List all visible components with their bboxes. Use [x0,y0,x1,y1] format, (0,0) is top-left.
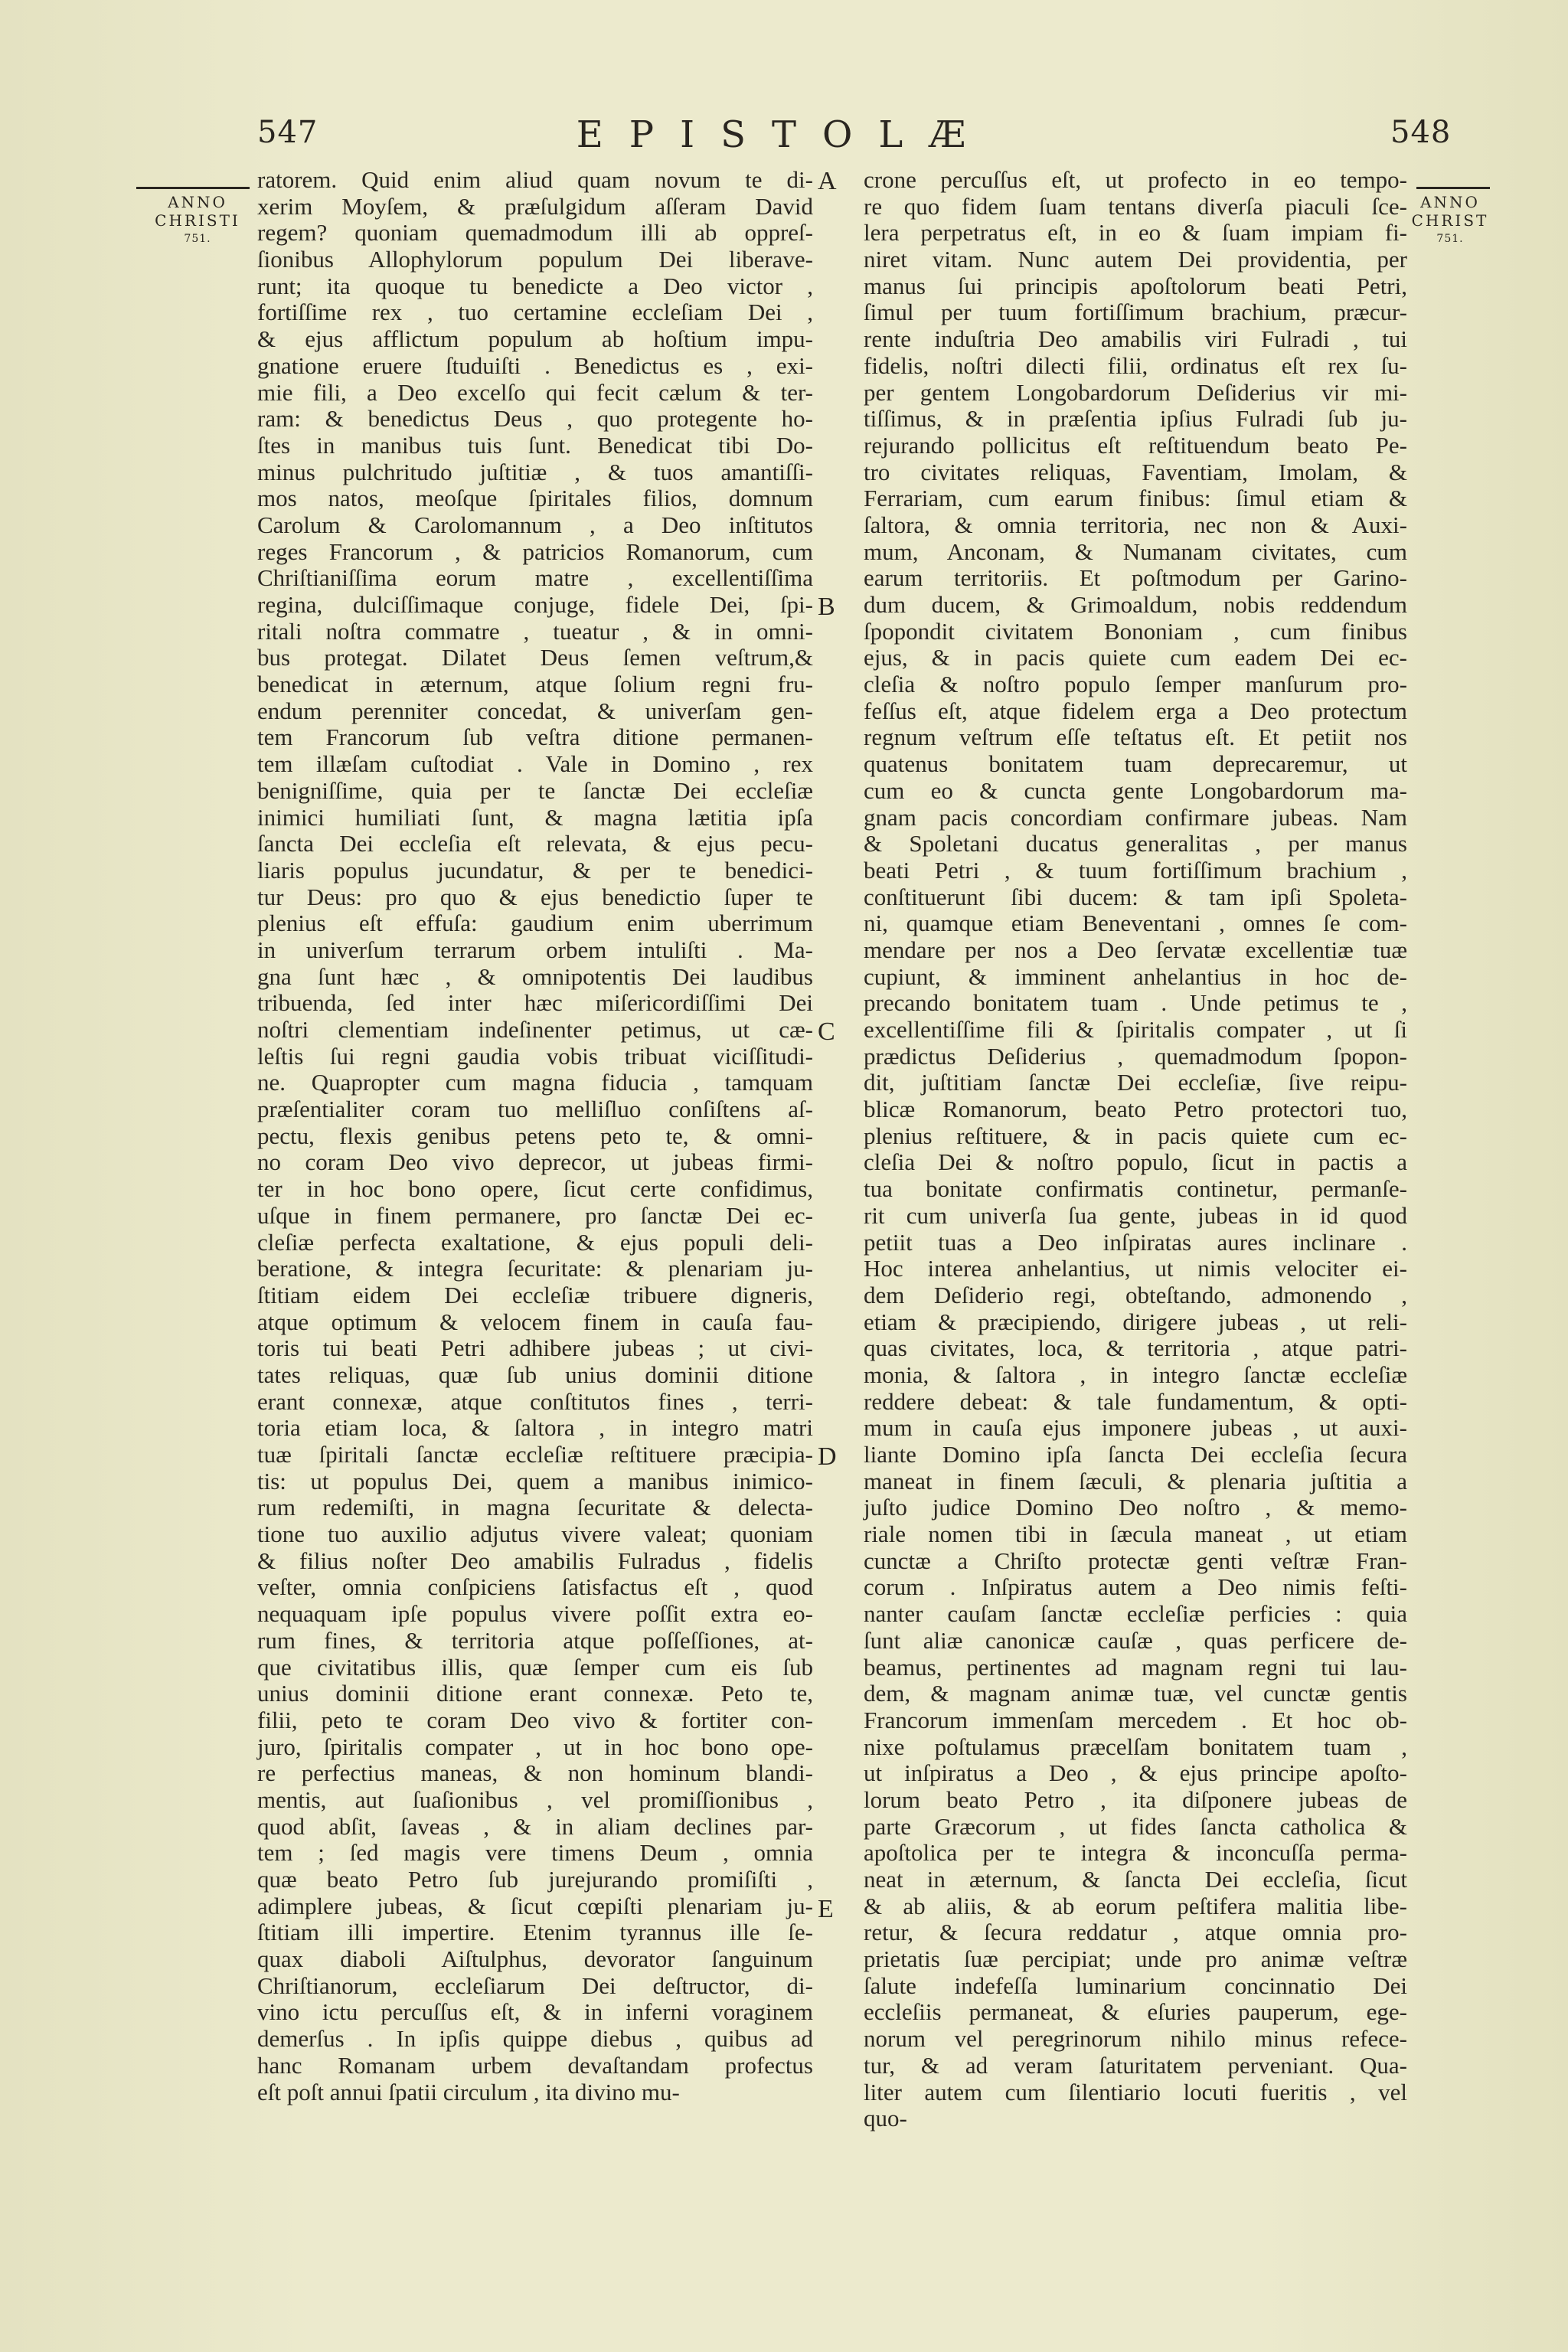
text-line: erant connexæ, atque conſtitutos fines , terri- [257,1387,813,1415]
text-line: mie fili, a Deo excelſo qui fecit cælum & ter- [257,378,813,406]
text-line: liante Domino ipſa ſancta Dei eccleſia ſecura [864,1441,1407,1468]
text-line: veſter, omnia conſpiciens ſatisfactus eſt , quod [257,1573,813,1601]
text-line: cum eo & cuncta gente Longobardorum ma- [864,776,1407,804]
text-line: endum perenniter concedat, & univerſam gen- [257,697,813,724]
text-line: corum . Inſpiratus autem a Deo nimis feſti- [864,1573,1407,1601]
text-line: apoſtolica per te integra & inconcuſſa perma- [864,1839,1407,1867]
text-line: mentis, aut ſuaſionibus , vel promiſſionibus , [257,1785,813,1813]
text-line: monia, & ſaltora , in integro ſanctæ eccleſiæ [864,1361,1407,1388]
text-line: tates reliquas, quæ ſub unius dominii ditione [257,1361,813,1388]
text-line: tur, & ad veram ſaturitatem perveniant. Qua- [864,2051,1407,2079]
text-line: & ejus afflictum populum ab hoſtium impu- [257,325,813,353]
text-line: parte Græcorum , ut fides ſancta catholica & [864,1812,1407,1840]
text-line: rente induſtria Deo amabilis viri Fulradi , tui [864,325,1407,353]
text-line: nequaquam ipſe populus vivere poſſit extra eo- [257,1600,813,1628]
text-line: etiam & præcipiendo, dirigere jubeas , ut reli- [864,1308,1407,1335]
text-line: plenius reſtituere, & in pacis quiete cum ec- [864,1122,1407,1149]
text-line: ter in hoc bono opere, ſicut certe confidimus, [257,1175,813,1203]
text-line: excellentiſſime fili & ſpiritalis compater , ut ſi [864,1016,1407,1043]
text-line: reddere debeat: & tale fundamentum, & opti- [864,1387,1407,1415]
text-line: dum ducem, & Grimoaldum, nobis reddendum [864,591,1407,618]
text-line: Francorum immenſam mercedem . Et hoc ob- [864,1706,1407,1733]
text-line: petiit tuas a Deo inſpiratas aures inclinare . [864,1228,1407,1256]
text-line: tem illæſam cuſtodiat . Vale in Domino , rex [257,750,813,778]
text-line: precando bonitatem tuam . Unde petimus te , [864,989,1407,1017]
text-line: cleſia & noſtro populo ſemper manſurum pro- [864,671,1407,698]
text-line: Chriſtianorum, eccleſiarum Dei deſtructor, di- [257,1971,813,1999]
text-line: riale nomen tibi in ſæcula maneat , ut etiam [864,1521,1407,1548]
text-line: ſtitiam illi impertire. Etenim tyrannus ille ſe- [257,1919,813,1946]
text-line: eſt poſt annui ſpatii circulum , ita divino mu- [257,2078,680,2105]
text-line: juro, ſpiritalis compater , ut in hoc bono ope- [257,1733,813,1760]
page-number-left: 547 [257,115,318,150]
text-line: filii, peto te coram Deo vivo & fortiter con- [257,1706,813,1733]
section-letter-b: B [818,593,835,621]
text-line: & filius noſter Deo amabilis Fulradus , fidelis [257,1547,813,1574]
text-line: que civitatibus illis, quæ ſemper cum eis ſub [257,1653,813,1681]
text-line: quod abſit, ſaveas , & in aliam declines par- [257,1812,813,1840]
margin-note-line: 751. [184,233,211,245]
text-line: ſalute indefeſſa luminarium concinnatio Dei [864,1971,1407,1999]
text-line: re quo fidem ſuam tentans diverſa piaculi ſce- [864,192,1407,220]
text-line: minus pulchritudo juſtitiæ , & tuos amantiſſi- [257,458,813,485]
text-line: retur, & ſecura reddatur , atque omnia pro- [864,1919,1407,1946]
text-line: crone percuſſus eſt, ut profecto in eo tempo- [864,166,1407,193]
text-line: ratorem. Quid enim aliud quam novum te di- [257,166,813,193]
text-line: tiſſimus, & in præſentia ipſius Fulradi ſub ju- [864,405,1407,433]
text-line: mum, Anconam, & Numanam civitates, cum [864,537,1407,565]
text-line: quas civitates, loca, & territoria , atque patri- [864,1334,1407,1362]
margin-note-right [1404,193,1496,248]
text-line: gnam pacis concordiam confirmare jubeas. Nam [864,803,1407,831]
text-line: ſimul per tuum fortiſſimum brachium, præcur- [864,299,1407,326]
text-line: ejus, & in pacis quiete cum eadem Dei ec- [864,644,1407,671]
text-line: liaris populus jucundatur, & per te benedici- [257,856,813,884]
text-line: mos natos, meoſque ſpiritales filios, domnum [257,485,813,512]
text-line: earum territoriis. Et poſtmodum per Garino- [864,564,1407,592]
text-line: ſionibus Allophylorum populum Dei liberave- [257,246,813,273]
text-line: Ferrariam, cum earum finibus: ſimul etiam & [864,485,1407,512]
text-line: ni, quamque etiam Beneventani , omnes ſe com- [864,910,1407,937]
text-line: norum vel peregrinorum nihilo minus refece- [864,2025,1407,2053]
text-line: plenius eſt effuſa: gaudium enim uberrimum [257,910,813,937]
text-line: beratione, & integra ſecuritate: & plenariam ju- [257,1255,813,1282]
text-line: leſtis ſui regni gaudia vobis tribuat viciſſitudi- [257,1042,813,1070]
text-line: mum in cauſa ejus imponere jubeas , ut auxi- [864,1414,1407,1442]
text-line: regem? quoniam quemadmodum illi ab oppreſ- [257,219,813,247]
text-line: fortiſſime rex , tuo certamine eccleſiam Dei , [257,299,813,326]
text-line: quatenus bonitatem tuam deprecaremur, ut [864,750,1407,778]
margin-note-line: ANNO [168,193,227,211]
margin-note-line: 751. [1436,233,1464,245]
text-line: vino ictu percuſſus eſt, & in inferni voraginem [257,1998,813,2026]
text-line: maneat in finem ſæculi, & plenaria juſtitia a [864,1467,1407,1494]
text-line: ram: & benedictus Deus , quo protegente ho- [257,405,813,433]
text-line: liter autem cum ſilentiario locuti fueritis , vel [864,2078,1407,2105]
text-line: tem ; ſed magis vere timens Deum , omnia [257,1839,813,1867]
text-line: cleſiæ perfecta exaltatione, & ejus populi deli- [257,1228,813,1256]
text-line: runt; ita quoque tu benedicte a Deo victor , [257,272,813,299]
text-line: rum fines, & territoria atque poſſeſſiones, at- [257,1626,813,1654]
text-line: juſto judice Domino Deo noſtro , & memo- [864,1494,1407,1521]
text-line: quo- [864,2105,907,2132]
margin-note-line: CHRIST [1411,211,1489,230]
text-line: mendare per nos a Deo ſervatæ excellentiæ tuæ [864,936,1407,963]
text-line: tem Francorum ſub veſtra ditione permanen- [257,724,813,751]
text-line: lera perpetratus eſt, in eo & ſuam impiam fi- [864,219,1407,247]
text-line: toris tui beati Petri adhibere jubeas ; ut civi- [257,1334,813,1362]
text-line: pectu, flexis genibus petens peto te, & omni- [257,1122,813,1149]
text-line: re perfectius maneas, & non hominum blandi- [257,1759,813,1787]
text-line: tur Deus: pro quo & ejus benedictio ſuper te [257,883,813,910]
text-line: reges Francorum , & patricios Romanorum, cum [257,537,813,565]
text-line: manus ſui principis apoſtolorum beati Petri, [864,272,1407,299]
text-line: toria etiam loca, & ſaltora , in integro matri [257,1414,813,1442]
text-line: & Spoletani ducatus generalitas , per manus [864,830,1407,858]
text-line: tro civitates reliquas, Faventiam, Imolam, & [864,458,1407,485]
margin-note-line: ANNO [1420,193,1480,211]
section-letter-c: C [818,1018,835,1046]
text-line: tua bonitate confirmatis continetur, permanſe- [864,1175,1407,1203]
text-line: rit cum univerſa ſua gente, jubeas in id quod [864,1201,1407,1229]
text-line: no coram Deo vivo deprecor, ut jubeas firmi- [257,1148,813,1176]
text-line: lorum beato Petro , ita diſponere jubeas de [864,1785,1407,1813]
text-line: ſaltora, & omnia territoria, nec non & Auxi- [864,511,1407,538]
running-title: EPISTOLÆ [576,113,992,156]
text-line: Chriſtianiſſima eorum matre , excellentiſſima [257,564,813,592]
text-line: ne. Quapropter cum magna fiducia , tamquam [257,1069,813,1096]
text-line: gnatione eruere ſtuduiſti . Benedictus es , exi- [257,351,813,379]
text-line: tribuenda, ſed inter hæc miſericordiſſimi Dei [257,989,813,1017]
text-line: beati Petri , & tuum fortiſſimum brachium , [864,856,1407,884]
text-line: ſancta Dei eccleſia eſt relevata, & ejus pecu- [257,830,813,858]
page-number-right: 548 [1390,115,1452,150]
text-line: dem Deſiderio regi, obteſtando, admonendo , [864,1281,1407,1308]
text-line: ſpopondit civitatem Bononiam , cum finibus [864,617,1407,645]
text-line: quæ beato Petro ſub jurejurando promiſiſti , [257,1866,813,1893]
text-line: ſtes in manibus tuis ſunt. Benedicat tibi Do- [257,431,813,459]
text-line: nanter cauſam ſanctæ eccleſiæ perficies : quia [864,1600,1407,1628]
text-line: Hoc interea anhelantius, ut nimis velociter ei- [864,1255,1407,1282]
text-line: conſtituerunt ſibi ducem: & tam ipſi Spoleta- [864,883,1407,910]
text-line: regina, dulciſſimaque conjuge, fidele Dei, ſpi- [257,591,813,618]
text-line: feſſus eſt, atque fidelem erga a Deo protectum [864,697,1407,724]
text-line: & ab aliis, & ab eorum peſtifera malitia libe- [864,1892,1407,1919]
text-column-left [257,167,813,2105]
text-line: gna ſunt hæc , & omnipotentis Dei laudibus [257,962,813,990]
text-line: dit, juſtitiam ſanctæ Dei eccleſiæ, ſive reipu- [864,1069,1407,1096]
text-line: xerim Moyſem, & præſulgidum aſſeram David [257,192,813,220]
text-line: inimici humiliati ſunt, & magna lætitia ipſa [257,803,813,831]
text-line: nixe poſtulamus præcelſam bonitatem tuam , [864,1733,1407,1760]
text-line: rum redemiſti, in magna ſecuritate & delecta- [257,1494,813,1521]
text-line: ſunt aliæ canonicæ cauſæ , quas perficere de- [864,1626,1407,1654]
text-line: tione tuo auxilio adjutus vivere valeat; quoniam [257,1521,813,1548]
section-letter-a: A [818,167,837,195]
text-line: cupiunt, & imminent anhelantius in hoc de- [864,962,1407,990]
text-line: tis: ut populus Dei, quem a manibus inimico- [257,1467,813,1494]
text-line: prietatis ſuæ percipiat; unde pro animæ veſtræ [864,1945,1407,1973]
text-line: prædictus Deſiderius , quemadmodum ſpopon- [864,1042,1407,1070]
text-column-right [864,167,1407,2132]
margin-rule-left [136,187,250,189]
text-line: regnum veſtrum eſſe teſtatus eſt. Et petiit nos [864,724,1407,751]
text-line: rejurando pollicitus eſt reſtituendum beato Pe- [864,431,1407,459]
text-line: bus protegat. Dilatet Deus ſemen veſtrum,& [257,644,813,671]
text-line: neat in æternum, & ſancta Dei eccleſia, ſicut [864,1866,1407,1893]
text-line: cleſia Dei & noſtro populo, ſicut in pactis a [864,1148,1407,1176]
text-line: ut inſpiratus a Deo , & ejus principe apoſto- [864,1759,1407,1787]
text-line: præſentialiter coram tuo melliſluo conſiſtens aſ- [257,1096,813,1123]
section-letter-e: E [818,1895,834,1923]
text-line: dem, & magnam animæ tuæ, vel cunctæ gentis [864,1680,1407,1707]
text-line: Carolum & Carolomannum , a Deo inſtitutos [257,511,813,538]
text-line: blicæ Romanorum, beato Petro protectori tuo, [864,1096,1407,1123]
margin-rule-right [1416,187,1490,189]
text-line: per gentem Longobardorum Deſiderius vir mi- [864,378,1407,406]
text-line: ſtitiam eidem Dei eccleſiæ tribuere digneris, [257,1281,813,1308]
margin-note-left [152,193,243,248]
text-line: benedicat in æternum, atque ſolium regni fru- [257,671,813,698]
text-line: noſtri clementiam indeſinenter petimus, ut cæ- [257,1016,813,1043]
text-line: atque optimum & velocem finem in cauſa fau- [257,1308,813,1335]
section-letter-d: D [818,1442,837,1471]
text-line: fidelis, noſtri dilecti filii, ordinatus eſt rex ſu- [864,351,1407,379]
text-line: benigniſſime, quia per te ſanctæ Dei eccleſiæ [257,776,813,804]
text-line: uſque in finem permanere, pro ſanctæ Dei ec- [257,1201,813,1229]
text-line: quax diaboli Aiſtulphus, devorator ſanguinum [257,1945,813,1973]
text-line: hanc Romanam urbem devaſtandam profectus [257,2051,813,2079]
text-line: eccleſiis permaneat, & eſuries pauperum, ege- [864,1998,1407,2026]
text-line: tuæ ſpiritali ſanctæ eccleſiæ reſtituere præcipia- [257,1441,813,1468]
text-line: niret vitam. Nunc autem Dei providentia, per [864,246,1407,273]
text-line: demerſus . In ipſis quippe diebus , quibus ad [257,2025,813,2053]
margin-note-line: CHRISTI [155,211,240,230]
text-line: cunctæ a Chriſto protectæ genti veſtræ Fran- [864,1547,1407,1574]
text-line: unius dominii ditione erant connexæ. Peto te, [257,1680,813,1707]
text-line: adimplere jubeas, & ſicut cœpiſti plenariam ju- [257,1892,813,1919]
text-line: beamus, pertinentes ad magnam regni tui lau- [864,1653,1407,1681]
text-line: in univerſum terrarum orbem intuliſti . Ma- [257,936,813,963]
text-line: ritali noſtra commatre , tueatur , & in omni- [257,617,813,645]
